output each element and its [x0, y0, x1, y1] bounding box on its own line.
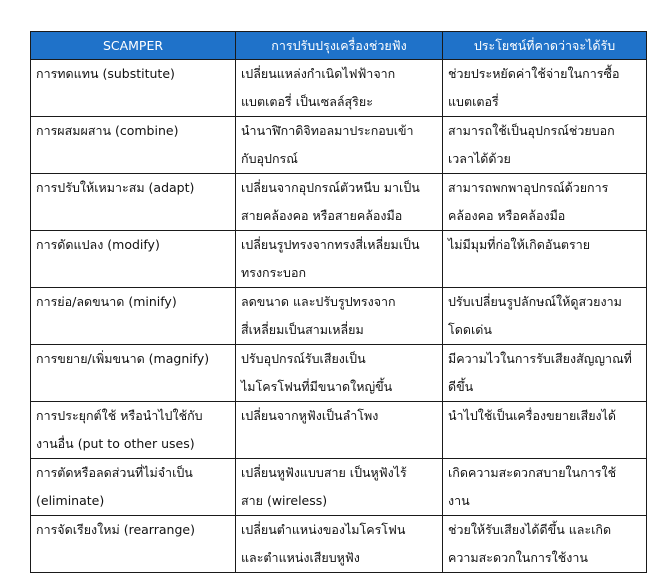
scamper-cell [31, 288, 236, 345]
benefit-cell-line: ช่วยประหยัดค่าใช้จ่ายในการซื้อ [448, 66, 620, 81]
scamper-cell [31, 117, 236, 174]
table-body [31, 60, 647, 573]
improvement-cell [236, 60, 443, 117]
scamper-table [30, 31, 647, 573]
benefit-cell-line: นำไปใช้เป็นเครื่องขยายเสียงได้ [448, 408, 617, 423]
benefit-cell-line: ช่วยให้รับเสียงได้ดีขึ้น และเกิด [448, 522, 612, 537]
benefit-cell-line: โดดเด่น [448, 322, 492, 337]
benefit-cell-line: มีความไวในการรับเสียงสัญญาณที่ [448, 351, 632, 366]
improvement-cell-line: กับอุปกรณ์ [241, 151, 298, 166]
improvement-cell [236, 516, 443, 573]
benefit-cell [443, 459, 647, 516]
benefit-cell [443, 516, 647, 573]
scamper-cell [31, 345, 236, 402]
improvement-cell-line: เปลี่ยนรูปทรงจากทรงสี่เหลี่ยมเป็น [241, 237, 420, 252]
scamper-cell-line: การตัดหรือลดส่วนที่ไม่จำเป็น [36, 465, 193, 480]
table-row [31, 117, 647, 174]
scamper-cell-line: การย่อ/ลดขนาด (minify) [36, 294, 177, 309]
benefit-cell-line: เวลาได้ด้วย [448, 151, 511, 166]
improvement-cell [236, 174, 443, 231]
header-row [31, 32, 647, 60]
table-row [31, 60, 647, 117]
improvement-cell-line: สาย (wireless) [241, 493, 328, 508]
scamper-cell-line: การผสมผสาน (combine) [36, 123, 179, 138]
scamper-cell-line: การปรับให้เหมาะสม (adapt) [36, 180, 195, 195]
improvement-cell-line: ไมโครโฟนที่มีขนาดใหญ่ขึ้น [241, 379, 393, 394]
scamper-cell [31, 459, 236, 516]
benefit-cell-line: สามารถพกพาอุปกรณ์ด้วยการ [448, 180, 609, 195]
benefit-cell-line: ไม่มีมุมที่ก่อให้เกิดอันตราย [448, 237, 591, 252]
table-row [31, 231, 647, 288]
improvement-cell-line: แบตเตอรี่ เป็นเซลล์สุริยะ [241, 94, 373, 109]
scamper-cell [31, 174, 236, 231]
header-improvement: การปรับปรุงเครื่องช่วยฟัง [236, 32, 443, 60]
improvement-cell [236, 231, 443, 288]
improvement-cell-line: สี่เหลี่ยมเป็นสามเหลี่ยม [241, 322, 364, 337]
header-scamper: SCAMPER [31, 32, 236, 60]
improvement-cell-line: สายคล้องคอ หรือสายคล้องมือ [241, 208, 403, 223]
scamper-cell-line: (eliminate) [36, 493, 105, 508]
scamper-cell [31, 402, 236, 459]
benefit-cell-line: ดีขึ้น [448, 379, 474, 394]
scamper-cell [31, 60, 236, 117]
improvement-cell-line: นำนาฬิกาดิจิทอลมาประกอบเข้า [241, 123, 414, 138]
table-row [31, 516, 647, 573]
scamper-cell [31, 516, 236, 573]
table-row [31, 288, 647, 345]
improvement-cell [236, 402, 443, 459]
benefit-cell [443, 60, 647, 117]
improvement-cell [236, 117, 443, 174]
improvement-cell [236, 345, 443, 402]
scamper-cell-line: การจัดเรียงใหม่ (rearrange) [36, 522, 195, 537]
table-row [31, 459, 647, 516]
benefit-cell [443, 345, 647, 402]
improvement-cell-line: เปลี่ยนจากอุปกรณ์ตัวหนีบ มาเป็น [241, 180, 420, 195]
benefit-cell-line: คล้องคอ หรือคล้องมือ [448, 208, 566, 223]
improvement-cell-line: เปลี่ยนหูฟังแบบสาย เป็นหูฟังไร้ [241, 465, 407, 480]
benefit-cell [443, 402, 647, 459]
scamper-cell-line: การขยาย/เพิ่มขนาด (magnify) [36, 351, 210, 366]
table-row [31, 174, 647, 231]
table-row [31, 345, 647, 402]
improvement-cell [236, 459, 443, 516]
benefit-cell-line: แบตเตอรี่ [448, 94, 499, 109]
scamper-cell-line: งานอื่น (put to other uses) [36, 436, 195, 451]
table-header [31, 32, 647, 60]
benefit-cell [443, 117, 647, 174]
benefit-cell-line: ปรับเปลี่ยนรูปลักษณ์ให้ดูสวยงาม [448, 294, 622, 309]
improvement-cell-line: ลดขนาด และปรับรูปทรงจาก [241, 294, 396, 309]
scamper-cell-line: การทดแทน (substitute) [36, 66, 175, 81]
improvement-cell-line: ทรงกระบอก [241, 265, 307, 280]
improvement-cell-line: ปรับอุปกรณ์รับเสียงเป็น [241, 351, 366, 366]
improvement-cell-line: และตำแหน่งเสียบหูฟัง [241, 550, 360, 565]
benefit-cell-line: สามารถใช้เป็นอุปกรณ์ช่วยบอก [448, 123, 615, 138]
scamper-cell-line: การประยุกต์ใช้ หรือนำไปใช้กับ [36, 408, 203, 423]
scamper-cell [31, 231, 236, 288]
benefit-cell [443, 231, 647, 288]
benefit-cell [443, 288, 647, 345]
improvement-cell [236, 288, 443, 345]
benefit-cell [443, 174, 647, 231]
header-benefit: ประโยชน์ที่คาดว่าจะได้รับ [443, 32, 647, 60]
table-row [31, 402, 647, 459]
improvement-cell-line: เปลี่ยนจากหูฟังเป็นลำโพง [241, 408, 379, 423]
benefit-cell-line: เกิดความสะดวกสบายในการใช้ [448, 465, 617, 480]
scamper-cell-line: การดัดแปลง (modify) [36, 237, 160, 252]
benefit-cell-line: ความสะดวกในการใช้งาน [448, 550, 588, 565]
improvement-cell-line: เปลี่ยนแหล่งกำเนิดไฟฟ้าจาก [241, 66, 396, 81]
improvement-cell-line: เปลี่ยนตำแหน่งของไมโครโฟน [241, 522, 406, 537]
benefit-cell-line: งาน [448, 493, 470, 508]
